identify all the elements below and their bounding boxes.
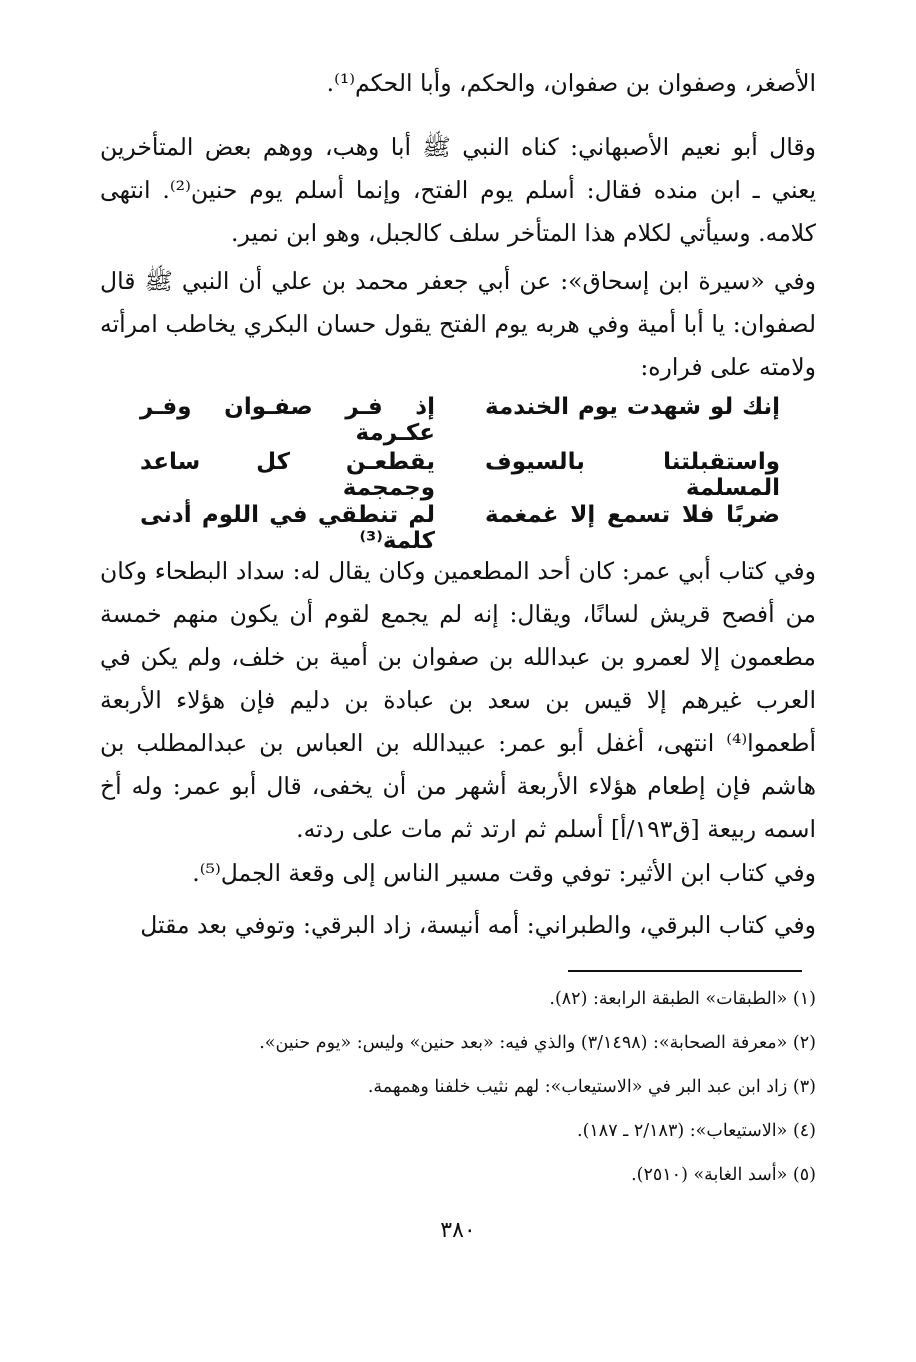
verse-first-hemistich: واستقبلتنا بالسيوف المسلمة bbox=[485, 449, 780, 501]
verse-first-hemistich: إنك لو شهدت يوم الخندمة bbox=[485, 394, 780, 420]
poem-verse-2 bbox=[140, 449, 780, 501]
footnote-5: (٥) «أسد الغابة» (٢٥١٠). bbox=[631, 1165, 816, 1185]
paragraph-5: وفي كتاب ابن الأثير: توفي وقت مسير الناس إلى وقعة الجمل⁽⁵⁾. bbox=[192, 859, 816, 887]
poem-verse-3 bbox=[140, 502, 780, 554]
verse-second-hemistich: إذ فـر صفـوان وفـر عكـرمة bbox=[140, 394, 435, 446]
footnote-4: (٤) «الاستيعاب»: (٢/١٨٣ ـ ١٨٧). bbox=[577, 1121, 816, 1141]
footnote-2: (٢) «معرفة الصحابة»: (٣/١٤٩٨) والذي فيه: «بعد حنين» وليس: «يوم حنين». bbox=[259, 1033, 816, 1053]
paragraph-6: وفي كتاب البرقي، والطبراني: أمه أنيسة، زاد البرقي: وتوفي بعد مقتل bbox=[140, 911, 816, 939]
paragraph-2: وقال أبو نعيم الأصبهاني: كناه النبي ﷺ أبا وهب، ووهم بعض المتأخرين يعني ـ ابن منده فقال: أسلم يوم الفتح، وإنما أسلم يوم حنين⁽²⁾. انتهى كلامه. وسيأتي لكلام هذا المتأخر سلف كالجبل، وهو ابن نمير. bbox=[100, 133, 816, 247]
paragraph-3: وفي «سيرة ابن إسحاق»: عن أبي جعفر محمد بن علي أن النبي ﷺ قال لصفوان: يا أبا أمية وفي هربه يوم الفتح يقول حسان البكري يخاطب امرأته ولامته على فراره: bbox=[100, 267, 816, 381]
verse-first-hemistich: ضربًا فلا تسمع إلا غمغمة bbox=[485, 502, 780, 528]
verse-second-hemistich: يقطعـن كل ساعد وجمجمة bbox=[140, 449, 435, 501]
page-number: ٣٨٠ bbox=[440, 1218, 476, 1243]
footnote-1: (١) «الطبقات» الطبقة الرابعة: (٨٢). bbox=[549, 989, 816, 1009]
verse-second-hemistich: لم تنطقي في اللوم أدنى كلمة⁽³⁾ bbox=[140, 502, 435, 554]
paragraph-4: وفي كتاب أبي عمر: كان أحد المطعمين وكان يقال له: سداد البطحاء وكان من أفصح قريش لسانًا، ويقال: إنه لم يجمع لقوم أن يكون منهم خمسة مطعمون إلا لعمرو بن عبدالله بن صفوان بن أمية بن خلف، ولم يكن في العرب غيرهم إلا قيس بن سعد بن عبادة بن دليم فإن هؤلاء الأربعة أطعموا⁽⁴⁾ انتهى، أغفل أبو عمر: عبيدالله بن العباس بن عبدالمطلب بن هاشم فإن إطعام هؤلاء الأربعة أشهر من أن يخفى، قال أبو عمر: وله أخ اسمه ربيعة [ق١٩٣/أ] أسلم ثم ارتد ثم مات على ردته. bbox=[100, 557, 816, 843]
paragraph-1: الأصغر، وصفوان بن صفوان، والحكم، وأبا الحكم⁽¹⁾. bbox=[326, 69, 816, 97]
poem-verse-1 bbox=[140, 394, 780, 446]
footnote-3: (٣) زاد ابن عبد البر في «الاستيعاب»: لهم نثيب خلفنا وهمهمة. bbox=[367, 1077, 816, 1097]
footnote-divider bbox=[568, 970, 802, 972]
